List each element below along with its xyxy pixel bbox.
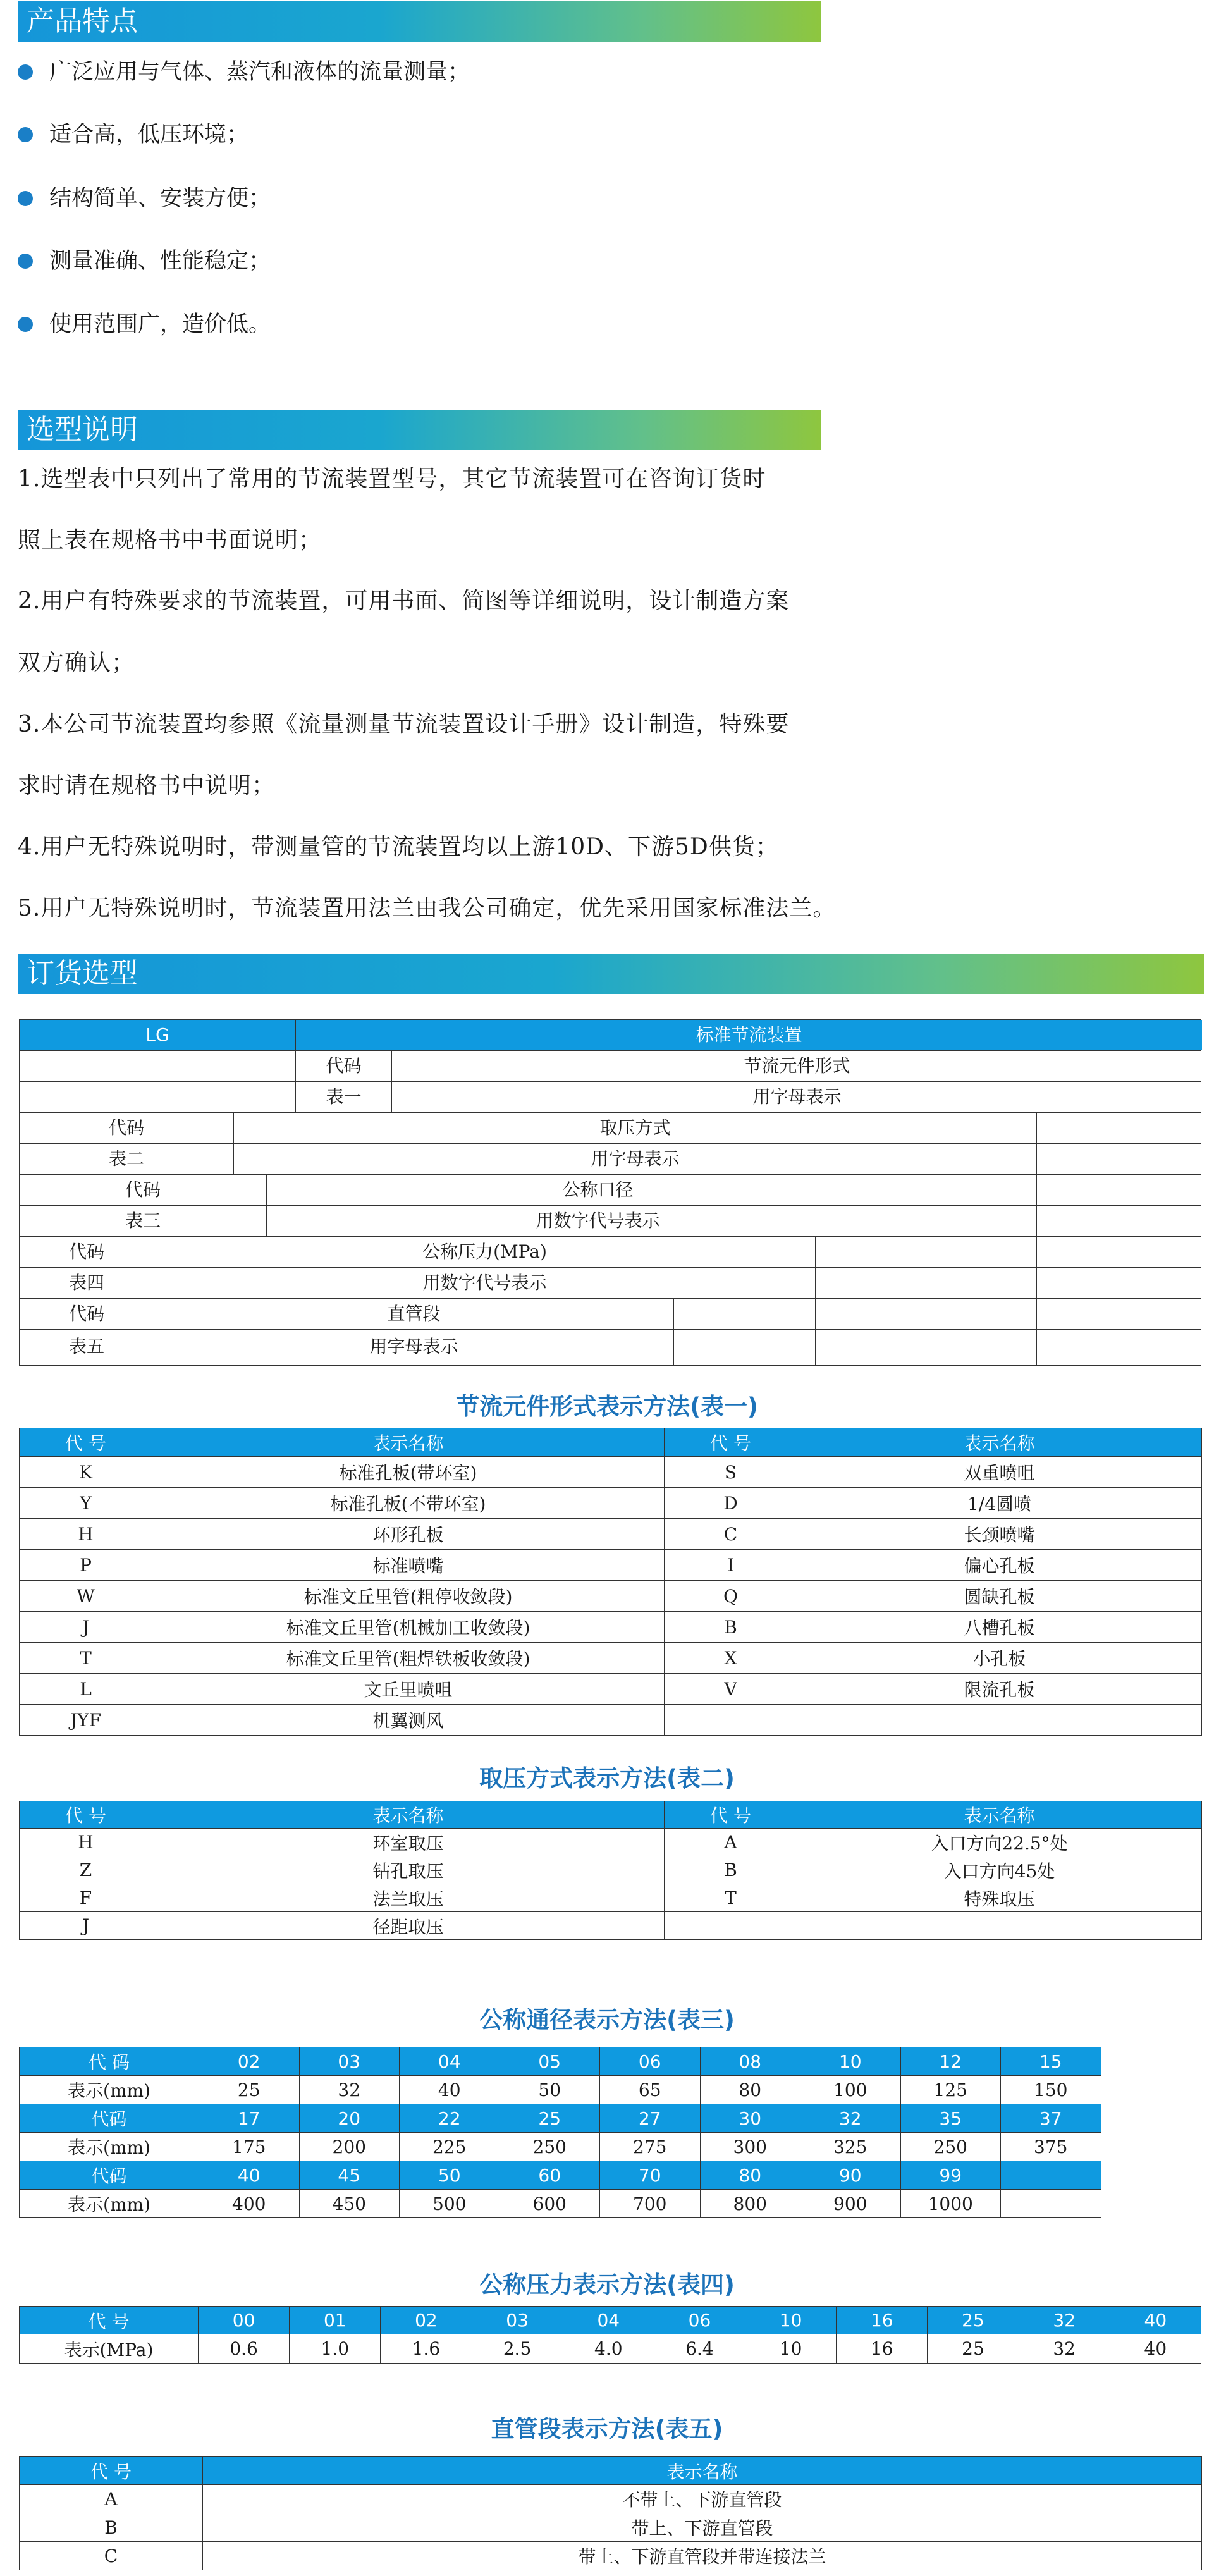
code-cell: 17 [199, 2104, 300, 2133]
code-cell: 90 [800, 2161, 901, 2190]
value-cell: 175 [199, 2133, 300, 2161]
table-row [20, 1884, 1202, 1912]
code-cell: 02 [199, 2047, 300, 2076]
table-cell: H [20, 1519, 152, 1550]
nominal-diameter-table [19, 2047, 1201, 2218]
value-cell: 225 [400, 2133, 500, 2161]
table-cell: 带上、下游直管段并带连接法兰 [203, 2542, 1202, 2570]
code-cell: 30 [700, 2104, 800, 2133]
table-cell: B [20, 2513, 203, 2542]
table-row [20, 1488, 1202, 1519]
table-cell: 标准文丘里管(粗停收敛段) [152, 1581, 665, 1612]
value-cell: 100 [800, 2076, 901, 2104]
table-cell: Z [20, 1856, 152, 1884]
feature-item: 使用范围广，造价低。 [18, 309, 271, 340]
order-selection-chart [19, 1019, 1201, 1366]
code-cell: 40 [1110, 2307, 1201, 2334]
straight-pipe-label: 直管段 [154, 1299, 673, 1329]
ordering-section-header: 订货选型 [18, 954, 1204, 994]
row-label: 表示(mm) [20, 2133, 199, 2161]
table-row [20, 1912, 1202, 1940]
code-cell: 20 [299, 2104, 400, 2133]
table-cell: 限流孔板 [797, 1674, 1202, 1705]
table-cell: L [20, 1674, 152, 1705]
table-cell: 钻孔取压 [152, 1856, 665, 1884]
code-cell: 03 [472, 2307, 563, 2334]
value-cell: 150 [1001, 2076, 1101, 2104]
value-cell: 200 [299, 2133, 400, 2161]
element-form-label: 节流元件形式 [391, 1051, 1202, 1081]
table-cell: 入口方向45处 [797, 1856, 1202, 1884]
code-label: 代码 [125, 1179, 161, 1200]
code-cell: 06 [600, 2047, 701, 2076]
bullet-icon [18, 191, 33, 206]
table-cell: 特殊取压 [797, 1884, 1202, 1912]
table-row [20, 1643, 1202, 1674]
table-cell: 法兰取压 [152, 1884, 665, 1912]
table-cell: 圆缺孔板 [797, 1581, 1202, 1612]
table-row [20, 1612, 1202, 1643]
value-cell: 32 [299, 2076, 400, 2104]
table-cell: F [20, 1884, 152, 1912]
code-label: 代码 [108, 1117, 144, 1138]
column-header: 表示名称 [152, 1428, 665, 1457]
value-row [20, 2076, 1201, 2104]
table-cell: B [665, 1612, 797, 1643]
rep-label: 用数字代号表示 [266, 1206, 929, 1236]
note-line: 求时请在规格书中说明； [18, 773, 276, 799]
table-cell: T [20, 1643, 152, 1674]
code-cell: 25 [928, 2307, 1019, 2334]
code-cell: 80 [700, 2161, 800, 2190]
table-cell: 标准文丘里管(机械加工收敛段) [152, 1612, 665, 1643]
value-row [20, 2133, 1201, 2161]
table-cell: 长颈喷嘴 [797, 1519, 1202, 1550]
code-cell: 45 [299, 2161, 400, 2190]
table-cell: P [20, 1550, 152, 1581]
code-row [20, 2047, 1201, 2076]
table-cell: Y [20, 1488, 152, 1519]
value-cell: 10 [745, 2334, 837, 2364]
table-row [20, 1581, 1202, 1612]
rep-label: 用数字代号表示 [154, 1268, 815, 1298]
code-cell: 00 [199, 2307, 290, 2334]
table-cell: 标准孔板(带环室) [152, 1457, 665, 1488]
table-cell: 径距取压 [152, 1912, 665, 1940]
selection-row [20, 1330, 1201, 1365]
code-cell: 37 [1001, 2104, 1101, 2133]
row-label: 表示(mm) [20, 2076, 199, 2104]
row-label: 代 码 [20, 2047, 199, 2076]
table-cell: V [665, 1674, 797, 1705]
table-row [20, 1519, 1202, 1550]
code-cell: 16 [837, 2307, 928, 2334]
table-cell: 环形孔板 [152, 1519, 665, 1550]
value-cell: 250 [500, 2133, 600, 2161]
table-cell: 文丘里喷咀 [152, 1674, 665, 1705]
code-cell: 12 [900, 2047, 1001, 2076]
code-cell: 50 [400, 2161, 500, 2190]
selection-row [20, 1175, 1201, 1206]
table-cell: J [20, 1912, 152, 1940]
bullet-icon [18, 254, 33, 269]
table-cell: C [665, 1519, 797, 1550]
table-row [20, 2513, 1202, 2542]
value-cell: 65 [600, 2076, 701, 2104]
note-line: 5.用户无特殊说明时，节流装置用法兰由我公司确定，优先采用国家标准法兰。 [18, 895, 837, 921]
table-header-row [20, 1801, 1202, 1829]
straight-pipe-table [19, 2456, 1202, 2570]
table-ref: 表一 [295, 1082, 391, 1112]
bullet-icon [18, 64, 33, 80]
column-header: 代 号 [665, 1428, 797, 1457]
value-row [20, 2190, 1201, 2218]
element-form-table [19, 1428, 1202, 1736]
value-cell: 800 [700, 2190, 800, 2218]
code-cell: 22 [400, 2104, 500, 2133]
note-line: 4.用户无特殊说明时，带测量管的节流装置均以上游10D、下游5D供货； [18, 834, 779, 860]
nominal-dia-label: 公称口径 [266, 1175, 929, 1205]
value-cell: 16 [837, 2334, 928, 2364]
table-ref: 表二 [108, 1148, 144, 1169]
value-cell: 375 [1001, 2133, 1101, 2161]
features-section-header: 产品特点 [18, 1, 821, 42]
code-cell: 03 [299, 2047, 400, 2076]
note-line: 1.选型表中只列出了常用的节流装置型号，其它节流装置可在咨询订货时 [18, 466, 766, 492]
nominal-pressure-table [19, 2306, 1201, 2364]
table-cell: A [665, 1829, 797, 1856]
selection-row [20, 1051, 1201, 1082]
row-label: 代 号 [20, 2307, 199, 2334]
value-cell: 700 [600, 2190, 701, 2218]
column-header: 表示名称 [152, 1801, 665, 1829]
model-code: LG [20, 1020, 295, 1050]
table-cell: J [20, 1612, 152, 1643]
table-cell: 不带上、下游直管段 [203, 2485, 1202, 2513]
table-cell: 标准孔板(不带环室) [152, 1488, 665, 1519]
table1-title: 节流元件形式表示方法(表一) [456, 1393, 758, 1420]
value-cell: 0.6 [199, 2334, 290, 2364]
table-cell: H [20, 1829, 152, 1856]
code-cell: 25 [500, 2104, 600, 2133]
column-header: 代 号 [20, 1428, 152, 1457]
table-cell: 八槽孔板 [797, 1612, 1202, 1643]
table-ref: 表三 [125, 1210, 161, 1231]
selection-notes-header: 选型说明 [18, 410, 821, 450]
code-cell: 15 [1001, 2047, 1101, 2076]
code-cell: 60 [500, 2161, 600, 2190]
code-cell: 40 [199, 2161, 300, 2190]
rep-label: 用字母表示 [154, 1330, 673, 1365]
row-label: 表示(MPa) [20, 2334, 199, 2364]
code-cell [1001, 2161, 1101, 2190]
code-row [20, 2104, 1201, 2133]
code-cell: 05 [500, 2047, 600, 2076]
bullet-icon [18, 127, 33, 142]
code-label: 代码 [295, 1051, 391, 1081]
value-cell: 50 [500, 2076, 600, 2104]
note-line: 双方确认； [18, 650, 135, 676]
column-header: 代 号 [20, 1801, 152, 1829]
table3-title: 公称通径表示方法(表三) [479, 2006, 735, 2033]
code-cell: 01 [290, 2307, 381, 2334]
rep-label: 用字母表示 [391, 1082, 1202, 1112]
value-cell: 250 [900, 2133, 1001, 2161]
code-cell: 04 [563, 2307, 654, 2334]
value-cell [1001, 2190, 1101, 2218]
selection-row [20, 1144, 1201, 1175]
table-row [20, 2542, 1202, 2570]
table4-title: 公称压力表示方法(表四) [479, 2271, 735, 2298]
value-cell: 275 [600, 2133, 701, 2161]
value-cell: 125 [900, 2076, 1001, 2104]
code-label: 代码 [68, 1241, 104, 1262]
table-cell: 带上、下游直管段 [203, 2513, 1202, 2542]
code-cell: 02 [381, 2307, 472, 2334]
table-row [20, 1829, 1202, 1856]
table-cell: JYF [20, 1705, 152, 1736]
value-cell: 40 [1110, 2334, 1201, 2364]
column-header: 表示名称 [203, 2457, 1202, 2485]
note-line: 3.本公司节流装置均参照《流量测量节流装置设计手册》设计制造，特殊要 [18, 711, 790, 737]
table-cell: B [665, 1856, 797, 1884]
table-cell: 1/4圆喷 [797, 1488, 1202, 1519]
code-cell: 35 [900, 2104, 1001, 2133]
table-header-row [20, 1428, 1202, 1457]
selection-row [20, 1206, 1201, 1237]
code-cell: 10 [800, 2047, 901, 2076]
table2-title: 取压方式表示方法(表二) [479, 1765, 735, 1792]
value-cell: 450 [299, 2190, 400, 2218]
value-cell: 300 [700, 2133, 800, 2161]
selection-row [20, 1237, 1201, 1268]
column-header: 表示名称 [797, 1428, 1202, 1457]
column-header: 代 号 [20, 2457, 203, 2485]
feature-item: 广泛应用与气体、蒸汽和液体的流量测量； [18, 57, 470, 87]
selection-row [20, 1082, 1201, 1113]
row-label: 表示(mm) [20, 2190, 199, 2218]
value-cell: 900 [800, 2190, 901, 2218]
value-cell: 2.5 [472, 2334, 563, 2364]
selection-row [20, 1299, 1201, 1330]
note-line: 照上表在规格书中书面说明； [18, 527, 322, 553]
value-cell: 80 [700, 2076, 800, 2104]
table-cell: T [665, 1884, 797, 1912]
nominal-pressure-label: 公称压力(MPa) [154, 1237, 815, 1267]
value-cell: 25 [199, 2076, 300, 2104]
value-cell: 4.0 [563, 2334, 654, 2364]
column-header: 代 号 [665, 1801, 797, 1829]
table-cell: S [665, 1457, 797, 1488]
code-row [20, 2307, 1201, 2334]
pressure-tap-table [19, 1801, 1202, 1940]
table-cell: 机翼测风 [152, 1705, 665, 1736]
feature-item: 适合高，低压环境； [18, 120, 248, 150]
value-row [20, 2334, 1201, 2364]
table-cell: K [20, 1457, 152, 1488]
table-cell: W [20, 1581, 152, 1612]
table-cell: I [665, 1550, 797, 1581]
feature-item: 测量准确、性能稳定； [18, 246, 271, 276]
table-header-row [20, 2457, 1202, 2485]
rep-label: 用字母表示 [233, 1144, 1036, 1174]
value-cell: 40 [400, 2076, 500, 2104]
code-cell: 06 [654, 2307, 745, 2334]
note-line: 2.用户有特殊要求的节流装置，可用书面、简图等详细说明，设计制造方案 [18, 588, 790, 614]
table-ref: 表五 [68, 1336, 104, 1357]
table-cell [797, 1912, 1202, 1940]
table-cell: X [665, 1643, 797, 1674]
value-cell: 600 [500, 2190, 600, 2218]
table-cell: 标准文丘里管(粗焊铁板收敛段) [152, 1643, 665, 1674]
selection-row [20, 1268, 1201, 1299]
code-label: 代码 [68, 1303, 104, 1324]
code-cell: 99 [900, 2161, 1001, 2190]
code-cell: 04 [400, 2047, 500, 2076]
value-cell: 25 [928, 2334, 1019, 2364]
table-ref: 表四 [68, 1272, 104, 1293]
table-cell: 标准喷嘴 [152, 1550, 665, 1581]
selection-row [20, 1113, 1201, 1144]
row-label: 代码 [20, 2161, 199, 2190]
code-cell: 10 [745, 2307, 837, 2334]
feature-item: 结构简单、安装方便； [18, 183, 271, 214]
code-cell: 32 [800, 2104, 901, 2133]
code-cell: 32 [1019, 2307, 1110, 2334]
table-cell: 偏心孔板 [797, 1550, 1202, 1581]
code-cell: 27 [600, 2104, 701, 2133]
table-row [20, 1550, 1202, 1581]
table-cell: Q [665, 1581, 797, 1612]
table-cell: A [20, 2485, 203, 2513]
value-cell: 32 [1019, 2334, 1110, 2364]
code-row [20, 2161, 1201, 2190]
value-cell: 325 [800, 2133, 901, 2161]
table-row [20, 1856, 1202, 1884]
code-cell: 08 [700, 2047, 800, 2076]
pressure-tap-label: 取压方式 [233, 1113, 1036, 1143]
table-cell: 小孔板 [797, 1643, 1202, 1674]
value-cell: 1.6 [381, 2334, 472, 2364]
table-cell: 环室取压 [152, 1829, 665, 1856]
table-row [20, 1705, 1202, 1736]
value-cell: 1.0 [290, 2334, 381, 2364]
table-cell [665, 1912, 797, 1940]
value-cell: 500 [400, 2190, 500, 2218]
value-cell: 6.4 [654, 2334, 745, 2364]
table5-title: 直管段表示方法(表五) [491, 2415, 723, 2443]
bullet-icon [18, 317, 33, 332]
row-label: 代码 [20, 2104, 199, 2133]
value-cell: 1000 [900, 2190, 1001, 2218]
selection-row [20, 1020, 1201, 1051]
table-row [20, 2485, 1202, 2513]
table-cell [665, 1705, 797, 1736]
value-cell: 400 [199, 2190, 300, 2218]
table-cell: 入口方向22.5°处 [797, 1829, 1202, 1856]
column-header: 表示名称 [797, 1801, 1202, 1829]
table-cell: 双重喷咀 [797, 1457, 1202, 1488]
table-cell: C [20, 2542, 203, 2570]
table-cell: D [665, 1488, 797, 1519]
table-row [20, 1674, 1202, 1705]
code-cell: 70 [600, 2161, 701, 2190]
model-name: 标准节流装置 [295, 1020, 1202, 1050]
table-row [20, 1457, 1202, 1488]
table-cell [797, 1705, 1202, 1736]
